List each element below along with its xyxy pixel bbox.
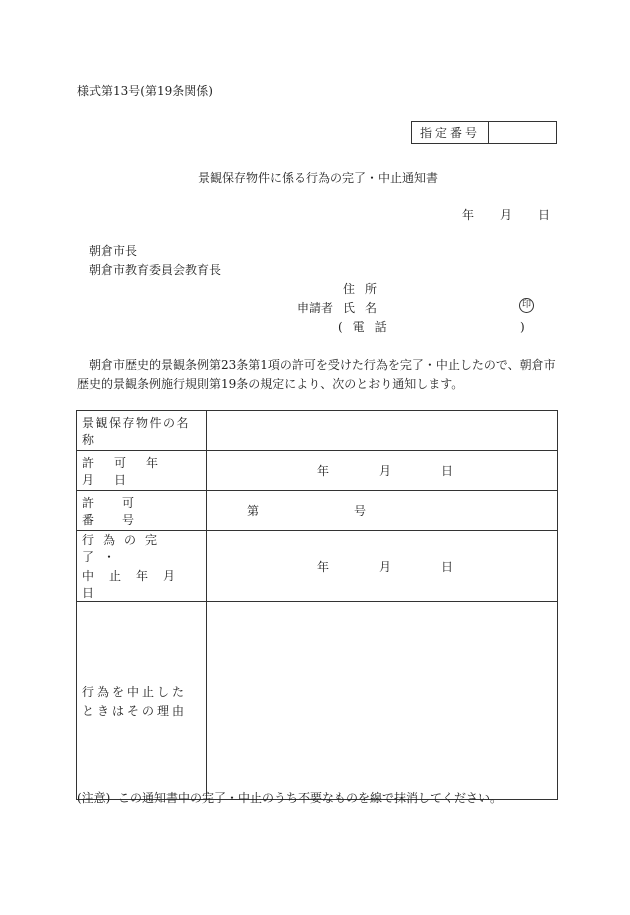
suspension-reason-label-line2: ときはその理由 (82, 703, 188, 718)
phone-close-paren: ) (520, 320, 525, 334)
table-row (77, 451, 558, 491)
designation-number-label: 指定番号 (412, 122, 489, 143)
table-row (77, 411, 558, 451)
form-number: 様式第13号(第19条関係) (77, 84, 213, 98)
permit-date-field[interactable] (207, 451, 558, 491)
completion-date-day: 日 (441, 559, 454, 574)
permit-date-day: 日 (441, 464, 454, 478)
date-year: 年 (462, 208, 475, 222)
completion-date-month: 月 (379, 559, 392, 574)
permit-number-field[interactable] (207, 491, 558, 531)
body-text: 朝倉市歴史的景観条例第23条第1項の許可を受けた行為を完了・中止したので、朝倉市歴史的景観条例施行規則第19条の規定により、次のとおり通知します。 (77, 358, 556, 391)
table-row (77, 602, 558, 800)
row-label-permit-date: 許可年月日 (77, 451, 207, 491)
date-line (462, 208, 550, 222)
phone-label: (電話 (338, 320, 397, 334)
row-label-completion-date (77, 531, 207, 602)
permit-number-dai: 第 (247, 504, 260, 518)
applicant-label: 申請者 (297, 301, 334, 315)
suspension-reason-field[interactable] (207, 602, 558, 800)
completion-date-label-line1: 行為の完了・ (82, 533, 167, 564)
date-day: 日 (538, 208, 551, 222)
suspension-reason-label-line1: 行為を中止した (82, 684, 188, 699)
address-label: 住所 (343, 282, 388, 296)
permit-date-year: 年 (317, 464, 330, 478)
permit-number-go: 号 (354, 504, 367, 518)
row-label-property-name: 景観保存物件の名称 (77, 411, 207, 451)
name-label: 氏名 (343, 301, 388, 315)
seal-mark: 印 (519, 298, 534, 313)
designation-number-field[interactable] (489, 122, 556, 143)
date-month: 月 (500, 208, 513, 222)
notification-table (76, 410, 558, 800)
completion-date-label-line2: 中止年月日 (82, 569, 191, 600)
row-label-permit-number: 許可番号 (77, 491, 207, 531)
property-name-field[interactable] (207, 411, 558, 451)
permit-date-month: 月 (379, 464, 392, 478)
addressee-education-superintendent: 朝倉市教育委員会教育長 (89, 263, 222, 277)
document-title: 景観保存物件に係る行為の完了・中止通知書 (198, 171, 439, 185)
table-row (77, 491, 558, 531)
addressee-mayor: 朝倉市長 (89, 244, 138, 258)
note: (注意) この通知書中の完了・中止のうち不要なものを線で抹消してください。 (77, 791, 502, 805)
completion-date-field[interactable] (207, 531, 558, 602)
completion-date-year: 年 (317, 559, 330, 574)
designation-number-box (411, 121, 557, 144)
row-label-suspension-reason (77, 602, 207, 800)
table-row (77, 531, 558, 602)
